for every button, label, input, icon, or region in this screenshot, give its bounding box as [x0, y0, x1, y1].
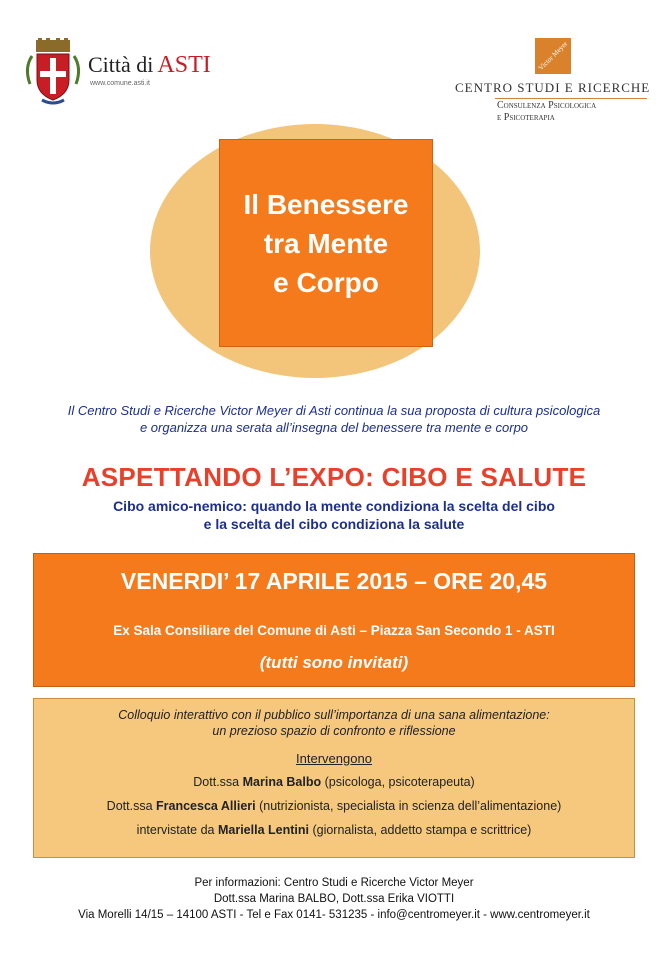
- footer-line3: Via Morelli 14/15 – 14100 ASTI - Tel e Fax 0141- 531235 - info@centromeyer.it - www.centromeyer.it: [78, 909, 590, 921]
- speakers-box: [33, 698, 635, 858]
- speaker-name: Mariella Lentini: [217, 823, 309, 837]
- meyer-logo: [455, 38, 655, 128]
- victor-meyer-logo-icon: [535, 38, 571, 74]
- event-date: VENERDI’ 17 APRILE 2015 – ORE 20,45: [120, 568, 548, 594]
- speaker-role: (psicologa, psicoterapeuta): [324, 775, 475, 789]
- meyer-sub-line1: Consulenza Psicologica: [497, 100, 597, 111]
- event-invite: (tutti sono invitati): [259, 653, 409, 672]
- intro-line1: Il Centro Studi e Ricerche Victor Meyer di Asti continua la sua proposta di cultura psicologica: [67, 403, 601, 418]
- event-place: Ex Sala Consiliare del Comune di Asti – Piazza San Secondo 1 - ASTI: [113, 623, 555, 638]
- event-title: Il Benessere tra Mente e Corpo: [243, 188, 409, 298]
- title-box: [219, 139, 433, 347]
- expo-subtitle: [0, 497, 668, 533]
- speaker-name: Francesca Allieri: [156, 799, 256, 813]
- subtitle-line1: Cibo amico-nemico: quando la mente condiziona la scelta del cibo: [113, 498, 555, 514]
- asti-logo: [22, 38, 252, 108]
- speaker-name: Marina Balbo: [242, 775, 322, 789]
- speaker-row: [34, 799, 634, 813]
- asti-wordmark: [88, 52, 211, 79]
- meyer-title: CENTRO STUDI E RICERCHE: [455, 80, 651, 95]
- speaker-role: (nutrizionista, specialista in scienza dell’alimentazione): [259, 799, 562, 813]
- intro-text: [20, 402, 648, 436]
- subtitle-line2: e la scelta del cibo condiziona la salute: [203, 516, 465, 532]
- asti-crest-icon: [22, 38, 84, 108]
- svg-text:Victor Meyer: Victor Meyer: [536, 39, 570, 73]
- intro-line2: e organizza una serata all’insegna del benessere tra mente e corpo: [139, 420, 529, 435]
- meyer-subtitle: [497, 100, 596, 124]
- speaker-row: [34, 775, 634, 789]
- speaker-title: intervistate da: [136, 823, 215, 837]
- speakers-intro-line2: un prezioso spazio di confronto e riflessione: [212, 724, 456, 738]
- speakers-intro: [34, 707, 634, 739]
- speakers-intro-line1: Colloquio interattivo con il pubblico sull’importanza di una sana alimentazione:: [118, 708, 550, 722]
- expo-heading: ASPETTANDO L’EXPO: CIBO E SALUTE: [81, 462, 587, 492]
- footer-line2: Dott.ssa Marina BALBO, Dott.ssa Erika VIOTTI: [213, 893, 455, 905]
- footer-contacts: [0, 875, 668, 923]
- meyer-sub-line2: e Psicoterapia: [497, 112, 555, 123]
- speakers-heading: Intervengono: [296, 751, 372, 766]
- speaker-row: [34, 823, 634, 837]
- speaker-title: Dott.ssa: [193, 775, 240, 789]
- event-banner: [33, 553, 635, 687]
- asti-name-label: ASTI: [157, 52, 211, 78]
- meyer-divider: [495, 98, 647, 99]
- asti-url: www.comune.asti.it: [90, 80, 150, 87]
- asti-citta-label: Città di: [88, 52, 154, 77]
- speaker-title: Dott.ssa: [106, 799, 153, 813]
- footer-line1: Per informazioni: Centro Studi e Ricerche Victor Meyer: [194, 877, 474, 889]
- speaker-role: (giornalista, addetto stampa e scrittrice): [312, 823, 532, 837]
